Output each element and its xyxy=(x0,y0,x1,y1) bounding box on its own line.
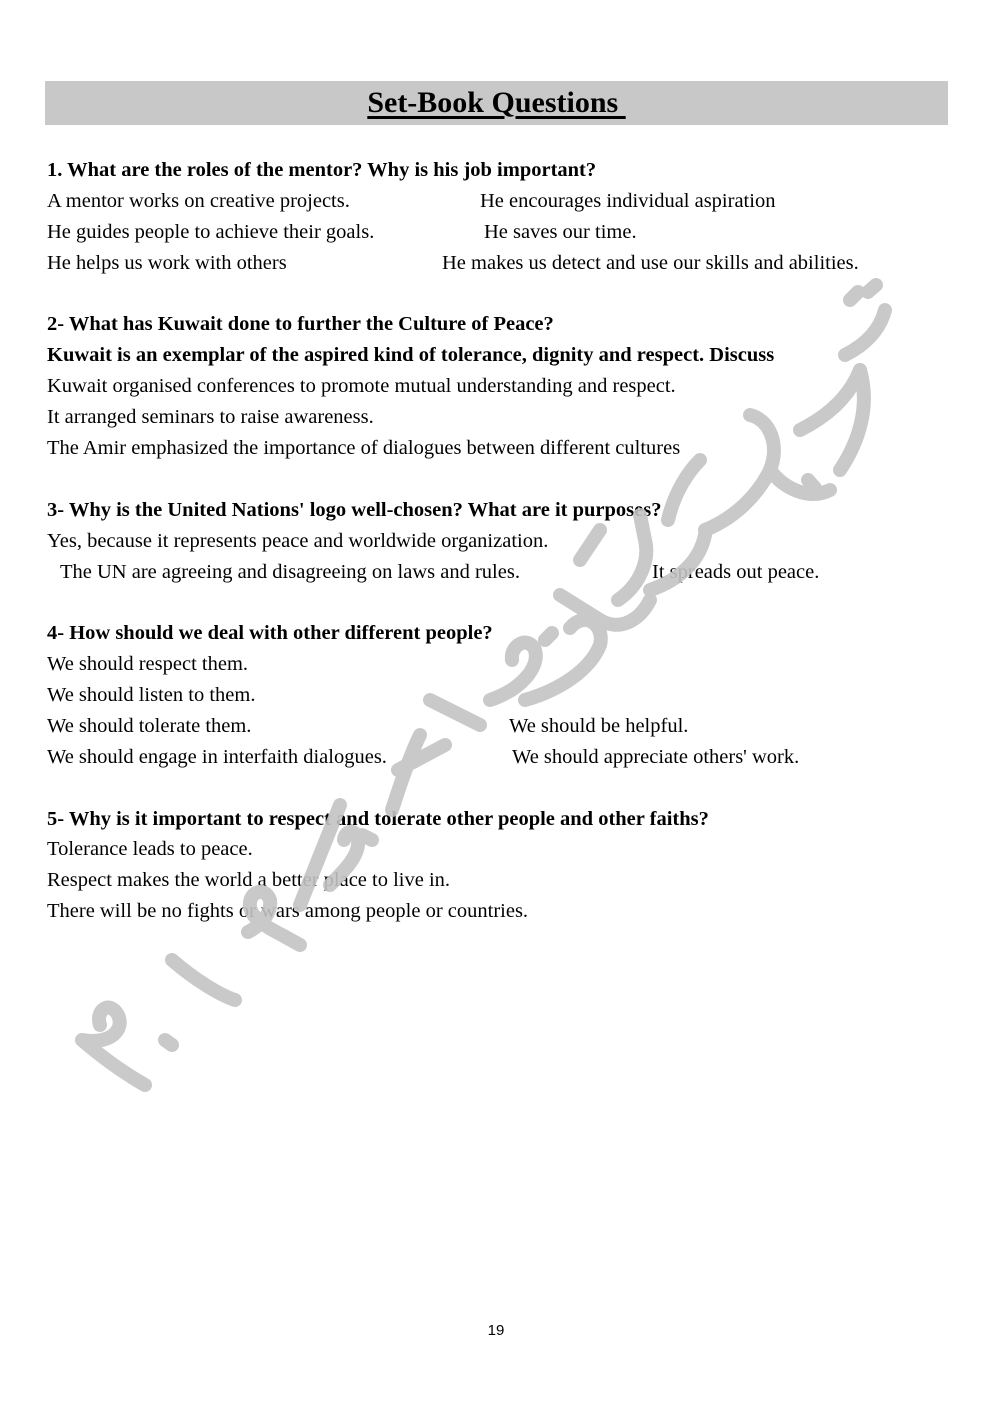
answer-1-3: He guides people to achieve their goals. xyxy=(47,221,375,243)
answer-4-6: We should appreciate others' work. xyxy=(512,746,800,768)
page-title-bar xyxy=(45,81,948,125)
answer-3-3: It spreads out peace. xyxy=(652,561,820,583)
question-3: 3- Why is the United Nations' logo well-chosen? What are it purposes? xyxy=(47,499,662,521)
page-number: 19 xyxy=(487,1322,505,1339)
answer-5-3: There will be no fights or wars among people or countries. xyxy=(47,900,529,922)
answer-4-2: We should listen to them. xyxy=(47,684,256,706)
answer-2-3: The Amir emphasized the importance of dialogues between different cultures xyxy=(47,437,681,459)
answer-1-1: A mentor works on creative projects. xyxy=(47,190,350,212)
answer-1-5: He helps us work with others xyxy=(47,252,287,274)
question-4: 4- How should we deal with other different people? xyxy=(47,622,493,644)
answer-1-6: He makes us detect and use our skills and abilities. xyxy=(442,252,859,274)
page-title: Set-Book Questions xyxy=(367,86,626,119)
answer-4-5: We should engage in interfaith dialogues. xyxy=(47,746,387,768)
answer-1-2: He encourages individual aspiration xyxy=(480,190,776,212)
answer-3-2: The UN are agreeing and disagreeing on laws and rules. xyxy=(60,561,520,583)
answer-4-1: We should respect them. xyxy=(47,653,249,675)
answer-4-3: We should tolerate them. xyxy=(47,715,252,737)
answer-5-2: Respect makes the world a better place to live in. xyxy=(47,869,451,891)
question-5: 5- Why is it important to respect and tolerate other people and other faiths? xyxy=(47,808,709,830)
answer-1-4: He saves our time. xyxy=(484,221,637,243)
question-2: 2- What has Kuwait done to further the Culture of Peace? xyxy=(47,313,554,335)
question-1: 1. What are the roles of the mentor? Why is his job important? xyxy=(47,159,597,181)
answer-5-1: Tolerance leads to peace. xyxy=(47,838,253,860)
answer-4-4: We should be helpful. xyxy=(509,715,689,737)
answer-2-2: It arranged seminars to raise awareness. xyxy=(47,406,374,428)
question-2-discuss: Kuwait is an exemplar of the aspired kind of tolerance, dignity and respect. Discuss xyxy=(47,344,775,366)
answer-3-1: Yes, because it represents peace and worldwide organization. xyxy=(47,530,549,552)
answer-2-1: Kuwait organised conferences to promote mutual understanding and respect. xyxy=(47,375,676,397)
